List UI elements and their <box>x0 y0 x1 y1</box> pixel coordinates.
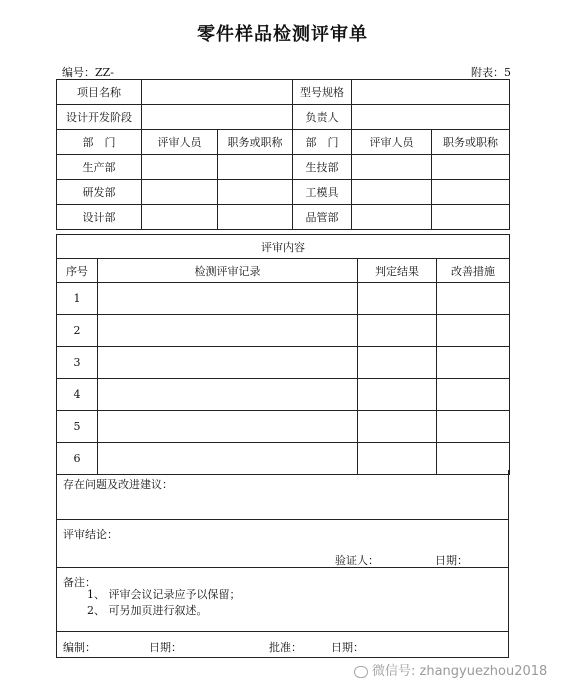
form-number: 编号：ZZ- <box>62 66 115 79</box>
measures-field[interactable] <box>437 347 510 379</box>
row-number: 6 <box>57 443 98 475</box>
verifier-label: 验证人： <box>335 554 379 567</box>
wechat-icon <box>354 666 368 678</box>
reviewer-field[interactable] <box>352 155 432 180</box>
problems-section[interactable] <box>56 470 509 520</box>
wechat-watermark <box>354 660 547 679</box>
review-row <box>57 347 510 379</box>
record-field[interactable] <box>98 379 358 411</box>
team-row <box>57 180 510 205</box>
title-field[interactable] <box>432 180 510 205</box>
row-number: 4 <box>57 379 98 411</box>
reviewer-field[interactable] <box>142 180 218 205</box>
review-table <box>56 234 510 475</box>
form-title: 零件样品检测评审单 <box>197 24 368 45</box>
conclusion-date-label: 日期： <box>435 554 468 567</box>
row-number: 1 <box>57 283 98 315</box>
result-header: 判定结果 <box>358 259 437 283</box>
reviewer-header: 评审人员 <box>352 130 432 155</box>
dept-design: 设计部 <box>57 205 142 230</box>
dept-header: 部 门 <box>57 130 142 155</box>
measures-field[interactable] <box>437 379 510 411</box>
model-spec-label: 型号规格 <box>293 80 352 105</box>
signature-footer <box>56 632 509 658</box>
title-field[interactable] <box>218 180 293 205</box>
record-field[interactable] <box>98 283 358 315</box>
dept-header: 部 门 <box>293 130 352 155</box>
record-field[interactable] <box>98 315 358 347</box>
project-name-label: 项目名称 <box>57 80 142 105</box>
dept-rnd: 研发部 <box>57 180 142 205</box>
row-number: 3 <box>57 347 98 379</box>
row-number: 5 <box>57 411 98 443</box>
design-stage-label: 设计开发阶段 <box>57 105 142 130</box>
model-spec-field[interactable] <box>352 80 510 105</box>
title-field[interactable] <box>218 155 293 180</box>
approved-by-label: 批准： <box>269 641 302 654</box>
measures-field[interactable] <box>437 283 510 315</box>
review-row <box>57 411 510 443</box>
notes-section <box>56 568 509 632</box>
note-item: 1、 评审会议记录应予以保留； <box>87 588 241 601</box>
problems-label: 存在问题及改进建议： <box>63 478 173 491</box>
measures-header: 改善措施 <box>437 259 510 283</box>
reviewer-field[interactable] <box>142 155 218 180</box>
prepared-date-label: 日期： <box>149 641 182 654</box>
result-field[interactable] <box>358 315 437 347</box>
record-header: 检测评审记录 <box>98 259 358 283</box>
team-row <box>57 155 510 180</box>
reviewer-field[interactable] <box>352 180 432 205</box>
title-field[interactable] <box>218 205 293 230</box>
record-field[interactable] <box>98 347 358 379</box>
dept-production: 生产部 <box>57 155 142 180</box>
title-header: 职务或职称 <box>218 130 293 155</box>
team-row <box>57 205 510 230</box>
title-field[interactable] <box>432 155 510 180</box>
reviewer-field[interactable] <box>352 205 432 230</box>
approved-date-label: 日期： <box>331 641 364 654</box>
result-field[interactable] <box>358 347 437 379</box>
reviewer-header: 评审人员 <box>142 130 218 155</box>
review-header-row <box>57 259 510 283</box>
project-name-field[interactable] <box>142 80 293 105</box>
dept-process-engineering: 生技部 <box>293 155 352 180</box>
conclusion-section[interactable] <box>56 520 509 568</box>
info-table <box>56 79 510 230</box>
row-number: 2 <box>57 315 98 347</box>
watermark-text: 微信号: zhangyuezhou2018 <box>372 664 548 679</box>
notes-label: 备注： <box>63 576 96 589</box>
design-stage-field[interactable] <box>142 105 293 130</box>
review-row <box>57 379 510 411</box>
note-item: 2、 可另加页进行叙述。 <box>87 604 208 617</box>
title-header: 职务或职称 <box>432 130 510 155</box>
result-field[interactable] <box>358 411 437 443</box>
prepared-by-label: 编制： <box>63 641 96 654</box>
measures-field[interactable] <box>437 315 510 347</box>
team-header-row <box>57 130 510 155</box>
reviewer-field[interactable] <box>142 205 218 230</box>
title-field[interactable] <box>432 205 510 230</box>
measures-field[interactable] <box>437 411 510 443</box>
dept-quality: 品管部 <box>293 205 352 230</box>
record-field[interactable] <box>98 411 358 443</box>
review-row <box>57 283 510 315</box>
person-in-charge-field[interactable] <box>352 105 510 130</box>
dept-tooling: 工模具 <box>293 180 352 205</box>
conclusion-label: 评审结论： <box>63 528 118 541</box>
result-field[interactable] <box>358 379 437 411</box>
result-field[interactable] <box>358 283 437 315</box>
attachment-number: 附表：5 <box>471 66 511 79</box>
review-row <box>57 315 510 347</box>
seq-header: 序号 <box>57 259 98 283</box>
person-in-charge-label: 负责人 <box>293 105 352 130</box>
review-content-label: 评审内容 <box>57 235 510 259</box>
